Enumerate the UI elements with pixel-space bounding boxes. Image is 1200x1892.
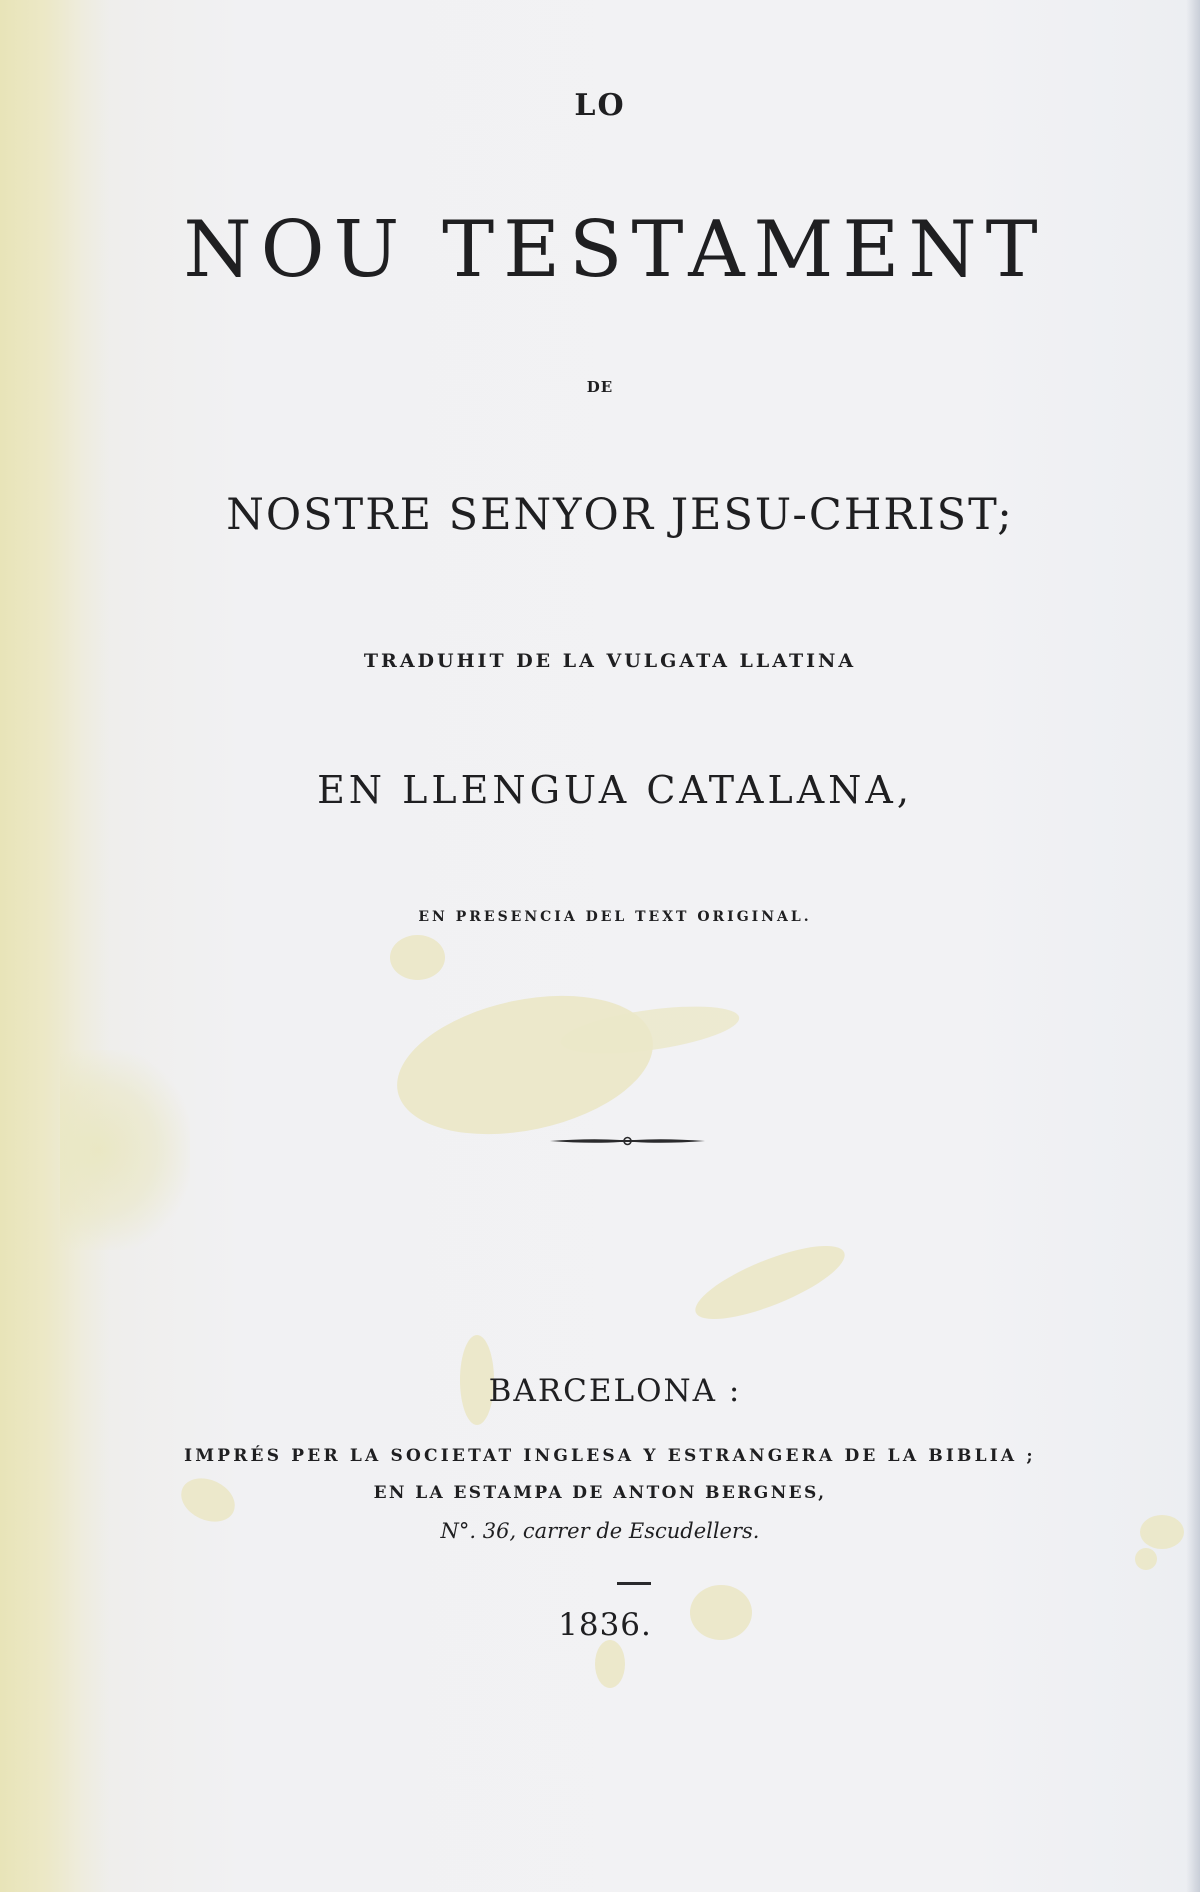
paper-stain xyxy=(384,974,665,1155)
book-title: NOU TESTAMENT xyxy=(183,205,1047,295)
imprint-place: BARCELONA : xyxy=(488,1373,742,1409)
imprint-press: EN LA ESTAMPA DE ANTON BERGNES, xyxy=(373,1483,827,1503)
imprint-address: N°. 36, carrer de Escudellers. xyxy=(440,1519,760,1543)
title-connector: DE xyxy=(586,378,614,396)
imprint-year: 1836. xyxy=(558,1607,652,1643)
translation-note: TRADUHIT DE LA VULGATA LLATINA xyxy=(363,650,857,672)
imprint-printer: IMPRÉS PER LA SOCIETAT INGLESA Y ESTRANGERA DE LA BIBLIA ; xyxy=(184,1446,1036,1466)
paper-stain xyxy=(390,935,445,980)
paper-stain xyxy=(595,1640,625,1688)
title-subject: NOSTRE SENYOR JESU-CHRIST; xyxy=(226,490,1014,540)
edge-stain xyxy=(60,1050,190,1250)
language-line: EN LLENGUA CATALANA, xyxy=(317,768,913,812)
divider-rule xyxy=(617,1582,651,1585)
presence-note: EN PRESENCIA DEL TEXT ORIGINAL. xyxy=(418,909,812,925)
title-article: LO xyxy=(574,88,626,123)
ornament-rule xyxy=(550,1133,705,1149)
paper-stain xyxy=(1135,1548,1157,1570)
paper-stain xyxy=(687,1232,852,1334)
